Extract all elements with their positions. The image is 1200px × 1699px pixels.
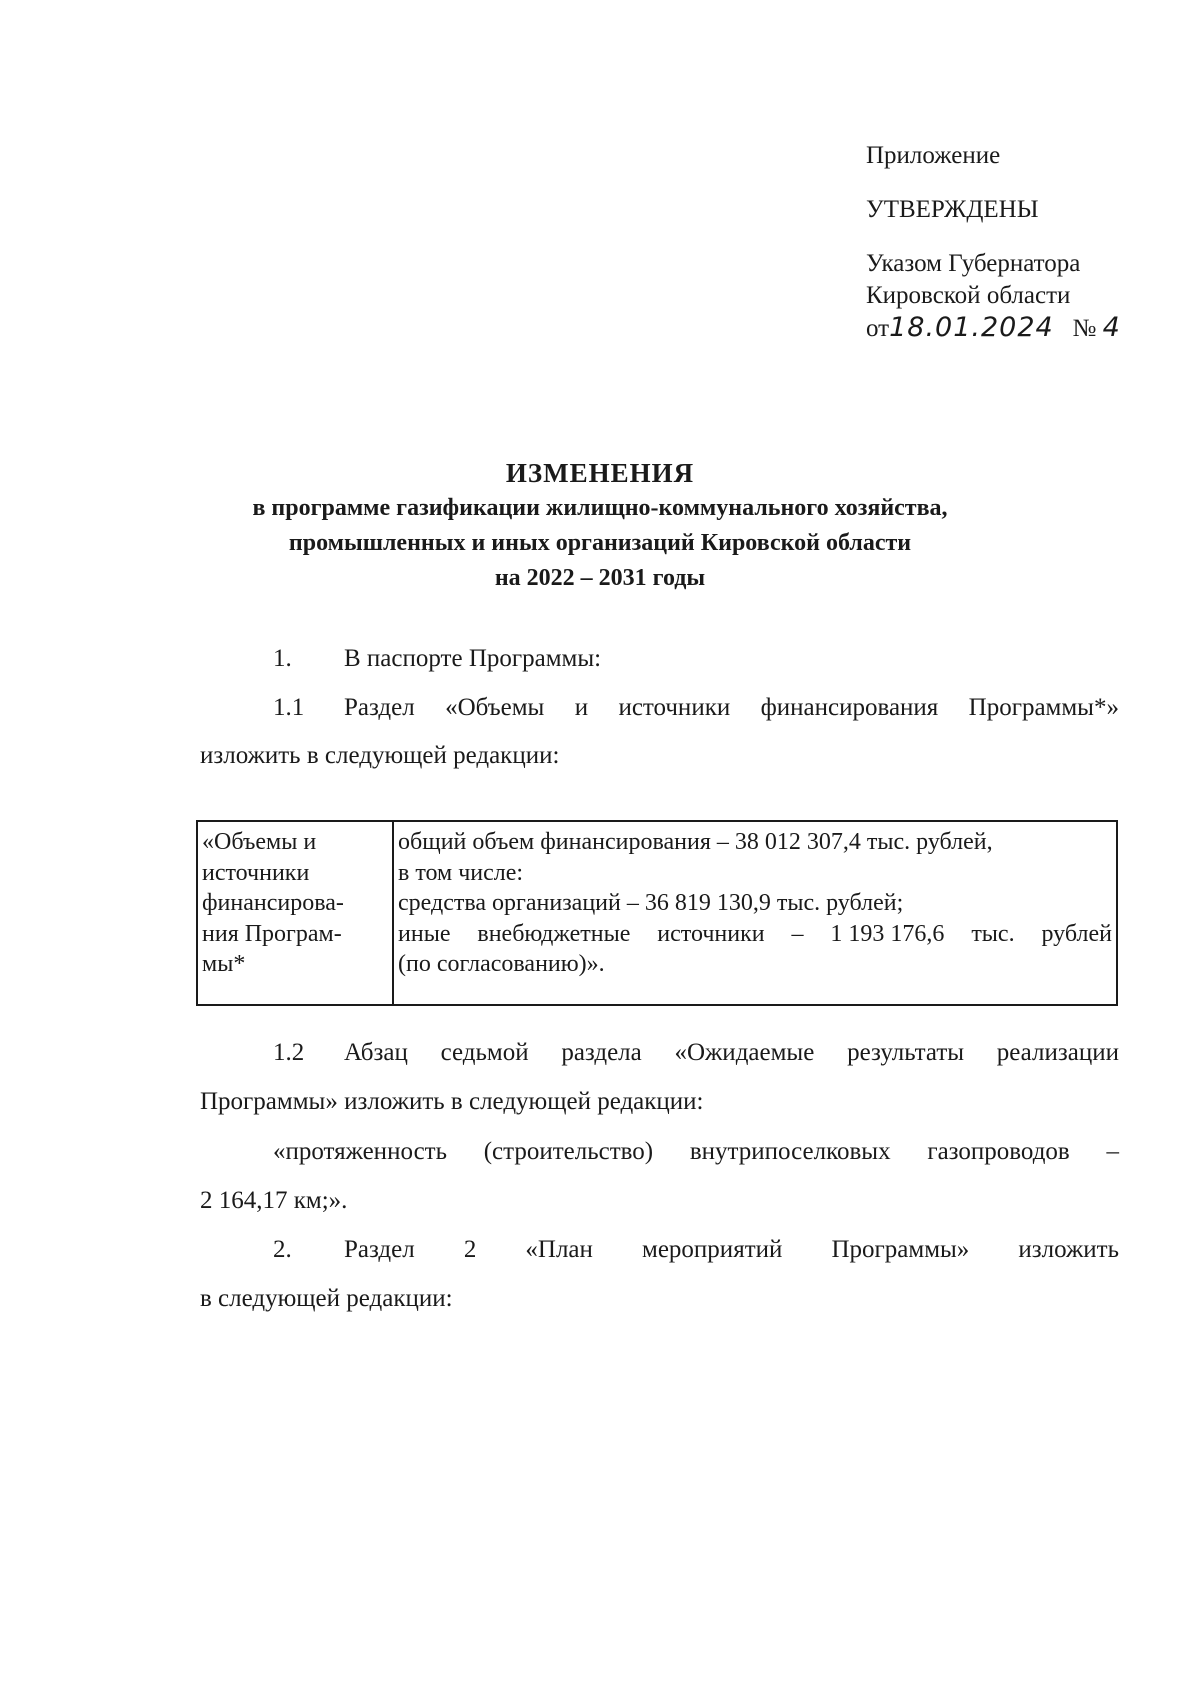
item-2-continuation: в следующей редакции: (200, 1285, 453, 1312)
word: Раздел (344, 694, 415, 721)
value-line: в том числе: (398, 859, 524, 886)
label-line: мы* (202, 951, 246, 977)
word: тыс. (971, 920, 1015, 947)
item-1-2-number: 1.2 (273, 1039, 305, 1066)
title-main: ИЗМЕНЕНИЯ (505, 458, 695, 488)
word: – (791, 920, 804, 947)
item-1-2-continuation: Программы» изложить в следующей редакции: (200, 1088, 704, 1115)
label-line: источники (202, 859, 310, 886)
item-1-number: 1. (273, 645, 292, 672)
word: и (574, 694, 589, 721)
item-1-1-number: 1.1 (273, 694, 305, 721)
table-label-cell (197, 821, 393, 1005)
word: внутрипоселковых (689, 1138, 891, 1165)
word: седьмой (440, 1039, 529, 1066)
word: раздела (561, 1039, 642, 1066)
word: изложить (1018, 1236, 1119, 1263)
word: «протяженность (273, 1138, 447, 1165)
item-1-1-first-line (344, 692, 1119, 724)
quote-continuation: 2 164,17 км;». (200, 1187, 348, 1214)
word: газопроводов (927, 1138, 1070, 1165)
word: иные (398, 920, 451, 947)
decree-line-2: Кировской области (866, 282, 1071, 309)
word: 1 193 176,6 (830, 920, 945, 947)
value-line (398, 919, 1112, 950)
appendix-label: Приложение (866, 142, 1001, 169)
document-title (0, 455, 1200, 596)
word: Раздел (344, 1236, 415, 1263)
label-line: «Объемы и (202, 829, 317, 855)
decree-line-1: Указом Губернатора (866, 250, 1081, 277)
word: 2 (463, 1236, 477, 1263)
item-1-1-continuation: изложить в следующей редакции: (200, 742, 560, 769)
word: мероприятий (642, 1236, 783, 1263)
item-1-text: В паспорте Программы: (344, 645, 602, 672)
item-2-number: 2. (273, 1236, 292, 1263)
word: «План (525, 1236, 593, 1263)
value-line: (по согласованию)». (398, 951, 605, 977)
word: Абзац (344, 1039, 408, 1066)
label-line: финансирова- (202, 890, 344, 916)
value-line: средства организаций – 36 819 130,9 тыс. рублей; (398, 890, 904, 916)
decree-number: 4 (1102, 312, 1121, 343)
word: результаты (847, 1039, 965, 1066)
approved-label: УТВЕРЖДЕНЫ (866, 196, 1039, 223)
label-line: ния Програм- (202, 920, 342, 947)
table-value-cell (393, 821, 1117, 1005)
word: источники (618, 694, 731, 721)
title-line-3: на 2022 – 2031 годы (494, 565, 706, 591)
word: – (1106, 1138, 1119, 1165)
item-1-2-first-line (344, 1037, 1119, 1069)
number-label: № (1072, 315, 1097, 342)
item-2-first-line (344, 1234, 1119, 1266)
table-row (197, 821, 1117, 1005)
title-line-1: в программе газификации жилищно-коммунального хозяйства, (252, 495, 948, 521)
word: (строительство) (483, 1138, 654, 1165)
word: внебюджетные (477, 920, 631, 947)
word: финансирования (760, 694, 939, 721)
quote-first-line (273, 1136, 1119, 1168)
word: реализации (996, 1039, 1119, 1066)
decree-date: 18.01.2024 (889, 312, 1054, 343)
date-prefix: от (866, 315, 890, 342)
approval-block (866, 140, 1121, 345)
passport-table (196, 820, 1118, 1006)
word: «Ожидаемые (674, 1039, 815, 1066)
word: «Объемы (445, 694, 545, 721)
word: Программы» (831, 1236, 970, 1263)
value-line: общий объем финансирования – 38 012 307,4 тыс. рублей, (398, 829, 993, 855)
word: Программы*» (968, 694, 1119, 721)
word: рублей (1041, 920, 1112, 947)
decree-date-line (866, 312, 1121, 345)
title-line-2: промышленных и иных организаций Кировской области (288, 530, 912, 556)
word: источники (657, 920, 765, 947)
